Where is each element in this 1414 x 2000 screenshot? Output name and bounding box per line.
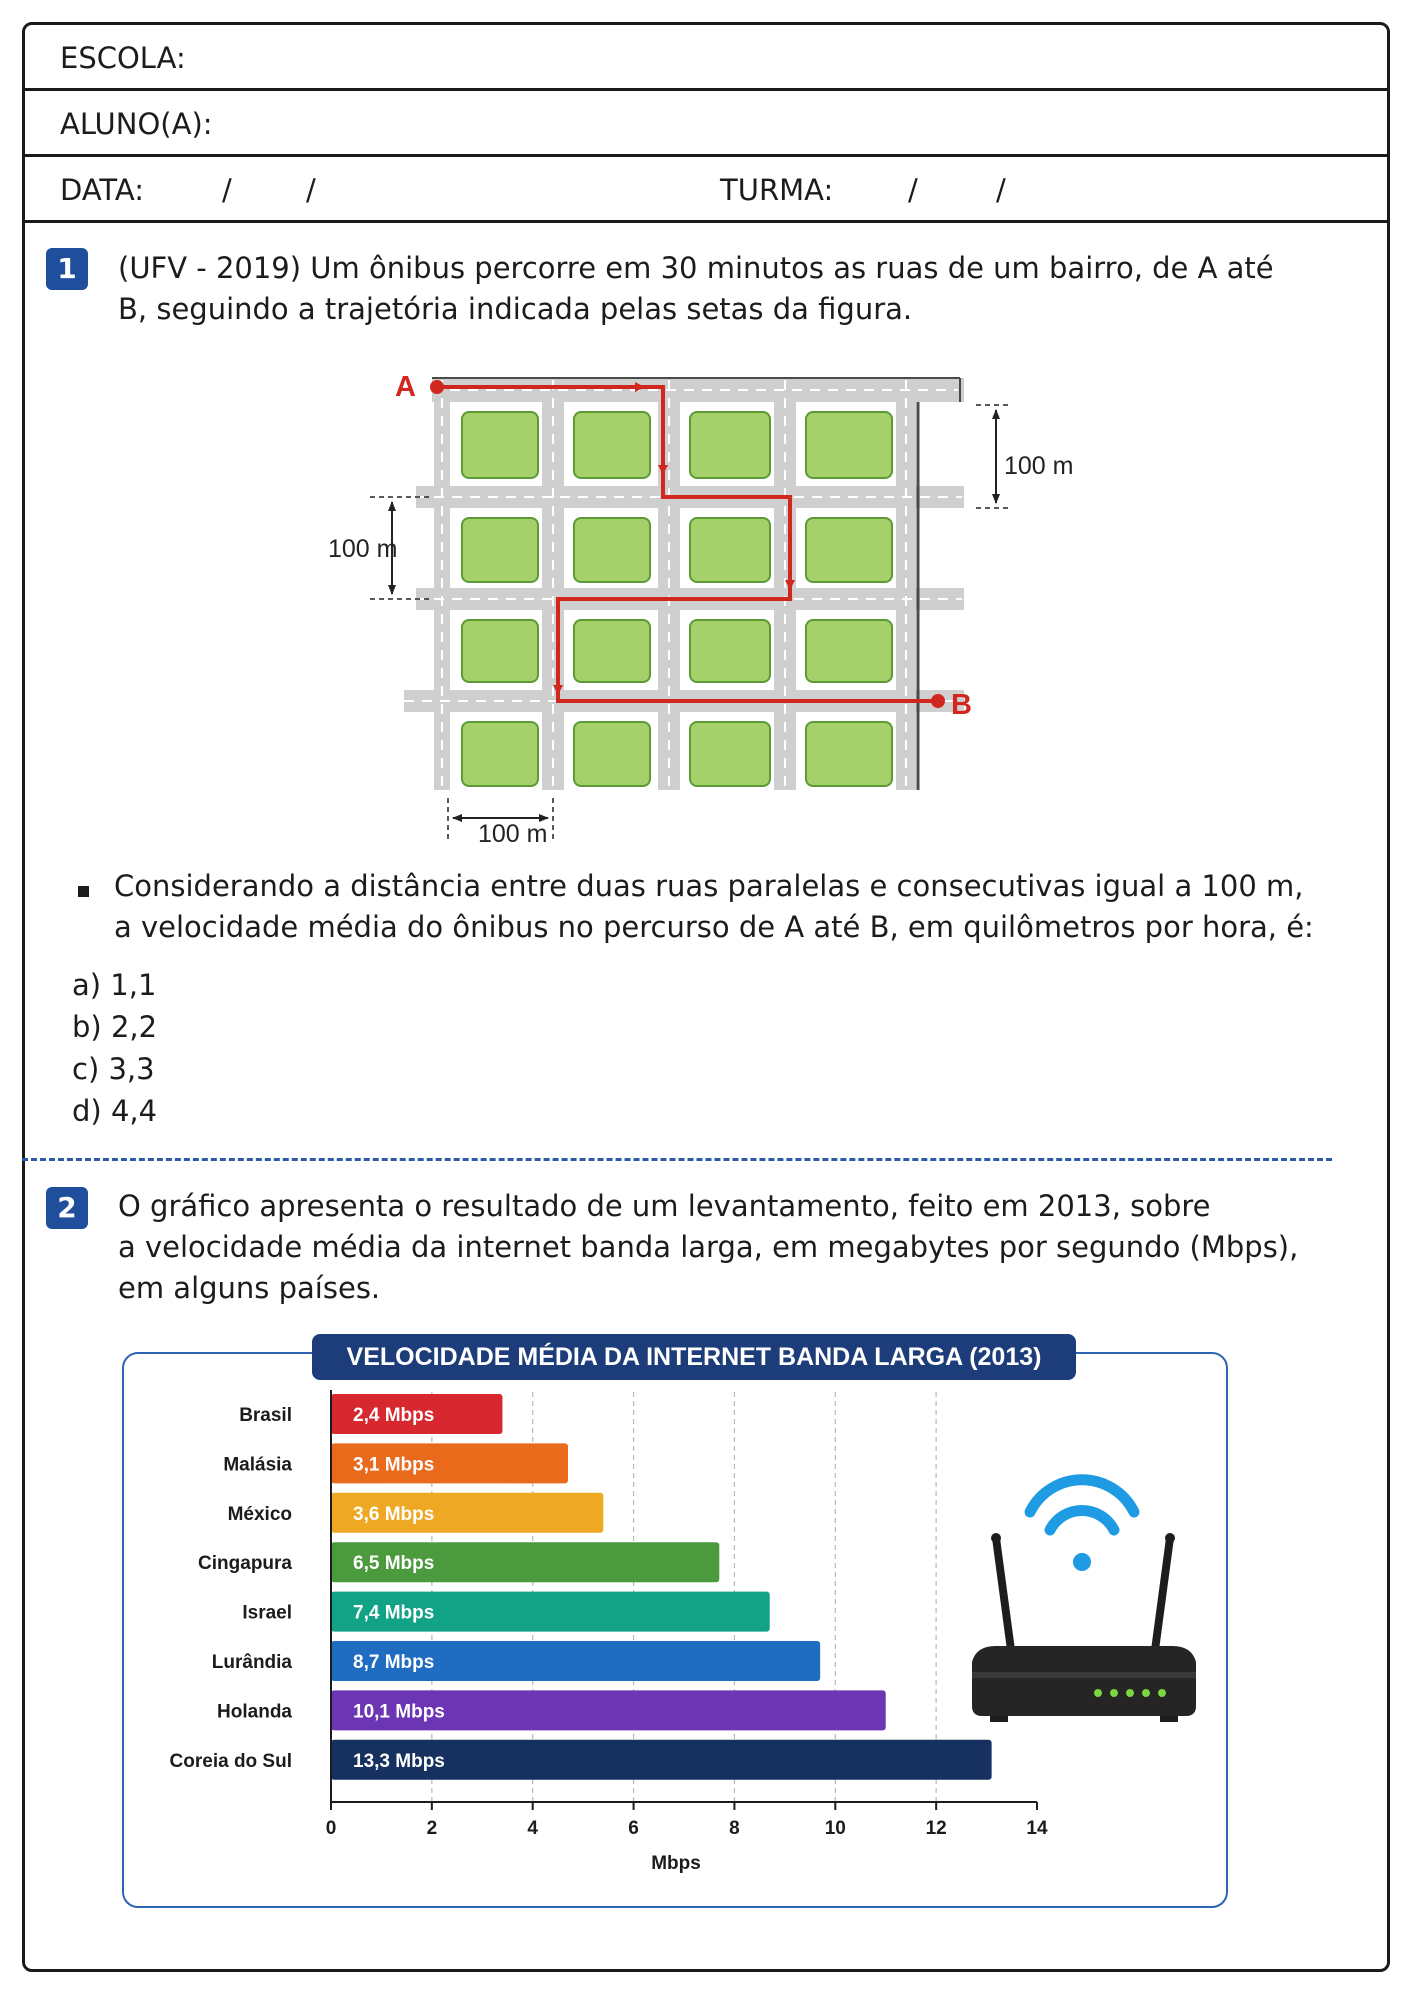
city-block — [462, 722, 538, 786]
statement-line: a velocidade média da internet banda larga, em megabytes por segundo (Mbps), — [118, 1230, 1299, 1264]
point-b-label: B — [951, 689, 972, 721]
x-tick-label: 0 — [325, 1818, 337, 1839]
statement-line: (UFV - 2019) Um ônibus percorre em 30 minutos as ruas de um bairro, de A até — [118, 251, 1274, 285]
question-divider — [22, 1158, 1332, 1161]
statement-line: O gráfico apresenta o resultado de um levantamento, feito em 2013, sobre — [118, 1189, 1211, 1223]
prompt-line: a velocidade média do ônibus no percurso de A até B, em quilômetros por hora, é: — [114, 910, 1314, 944]
city-block — [806, 620, 892, 682]
point-b-marker — [931, 694, 945, 708]
x-tick-label: 8 — [729, 1818, 740, 1839]
city-block — [690, 620, 770, 682]
dimension-label-bottom: 100 m — [478, 820, 548, 848]
dimension-label-right: 100 m — [1004, 452, 1074, 480]
category-label: Coreia do Sul — [169, 1750, 292, 1772]
question-2-statement — [118, 1186, 1298, 1309]
category-label: Lurândia — [211, 1652, 292, 1673]
answer-option-a[interactable]: a) 1,1 — [72, 968, 157, 1002]
bar-data-label: 10,1 Mbps — [353, 1701, 445, 1723]
statement-line: em alguns países. — [118, 1271, 381, 1305]
city-block — [806, 722, 892, 786]
bar-data-label: 3,6 Mbps — [353, 1503, 435, 1525]
category-label: Brasil — [239, 1405, 292, 1426]
bar-data-label: 7,4 Mbps — [353, 1602, 435, 1624]
bar-data-label: 13,3 Mbps — [353, 1750, 445, 1772]
data-label: DATA: — [60, 173, 144, 207]
category-label: México — [227, 1503, 292, 1525]
header-divider — [22, 220, 1390, 223]
escola-row — [22, 25, 1390, 89]
bar-data-label: 8,7 Mbps — [353, 1652, 435, 1673]
question-1-statement — [118, 248, 1274, 330]
router-icon — [972, 1480, 1196, 1722]
city-block — [574, 722, 650, 786]
turma-slash: / — [908, 173, 918, 207]
point-a-marker — [430, 380, 444, 394]
city-block — [462, 518, 538, 582]
street-map-figure — [300, 358, 1100, 858]
chart-title: VELOCIDADE MÉDIA DA INTERNET BANDA LARGA (2013) — [312, 1334, 1076, 1380]
question-number-badge: 1 — [46, 248, 88, 290]
x-tick-label: 10 — [824, 1818, 846, 1839]
bar-chart — [122, 1380, 1228, 1900]
category-label: Israel — [242, 1602, 292, 1624]
category-label: Cingapura — [198, 1553, 292, 1575]
answer-option-b[interactable]: b) 2,2 — [72, 1010, 158, 1044]
bar-data-label: 3,1 Mbps — [353, 1454, 435, 1476]
city-block — [462, 412, 538, 478]
x-tick-label: 4 — [527, 1818, 539, 1839]
city-block — [690, 518, 770, 582]
x-tick-label: 2 — [426, 1818, 438, 1839]
question-1-prompt — [114, 866, 1314, 948]
turma-label: TURMA: — [720, 173, 834, 207]
x-tick-label: 12 — [925, 1818, 947, 1839]
bar-data-label: 2,4 Mbps — [353, 1405, 435, 1426]
city-block — [806, 412, 892, 478]
city-block — [574, 412, 650, 478]
point-a-label: A — [395, 371, 416, 403]
city-block — [574, 518, 650, 582]
city-block — [806, 518, 892, 582]
city-block — [462, 620, 538, 682]
bar-data-label: 6,5 Mbps — [353, 1553, 435, 1575]
x-axis-label: Mbps — [651, 1853, 701, 1874]
city-block — [690, 412, 770, 478]
aluno-row — [22, 91, 1390, 155]
bullet-marker — [78, 886, 89, 897]
answer-option-d[interactable]: d) 4,4 — [72, 1094, 158, 1128]
dimension-label-left: 100 m — [328, 535, 398, 563]
prompt-line: Considerando a distância entre duas ruas paralelas e consecutivas igual a 100 m, — [114, 869, 1304, 903]
category-label: Malásia — [223, 1454, 292, 1476]
date-slash: / — [222, 173, 232, 207]
x-tick-label: 6 — [628, 1818, 639, 1839]
question-number-badge: 2 — [46, 1187, 88, 1229]
category-label: Holanda — [217, 1701, 292, 1723]
answer-option-c[interactable]: c) 3,3 — [72, 1052, 155, 1086]
x-tick-label: 14 — [1026, 1818, 1048, 1839]
turma-slash: / — [996, 173, 1006, 207]
statement-line: B, seguindo a trajetória indicada pelas setas da figura. — [118, 292, 913, 326]
data-turma-row — [22, 157, 1390, 221]
city-block — [574, 620, 650, 682]
chart-bars — [170, 1394, 992, 1780]
date-slash: / — [306, 173, 316, 207]
aluno-label: ALUNO(A): — [60, 107, 213, 141]
city-block — [690, 722, 770, 786]
escola-label: ESCOLA: — [60, 41, 186, 75]
